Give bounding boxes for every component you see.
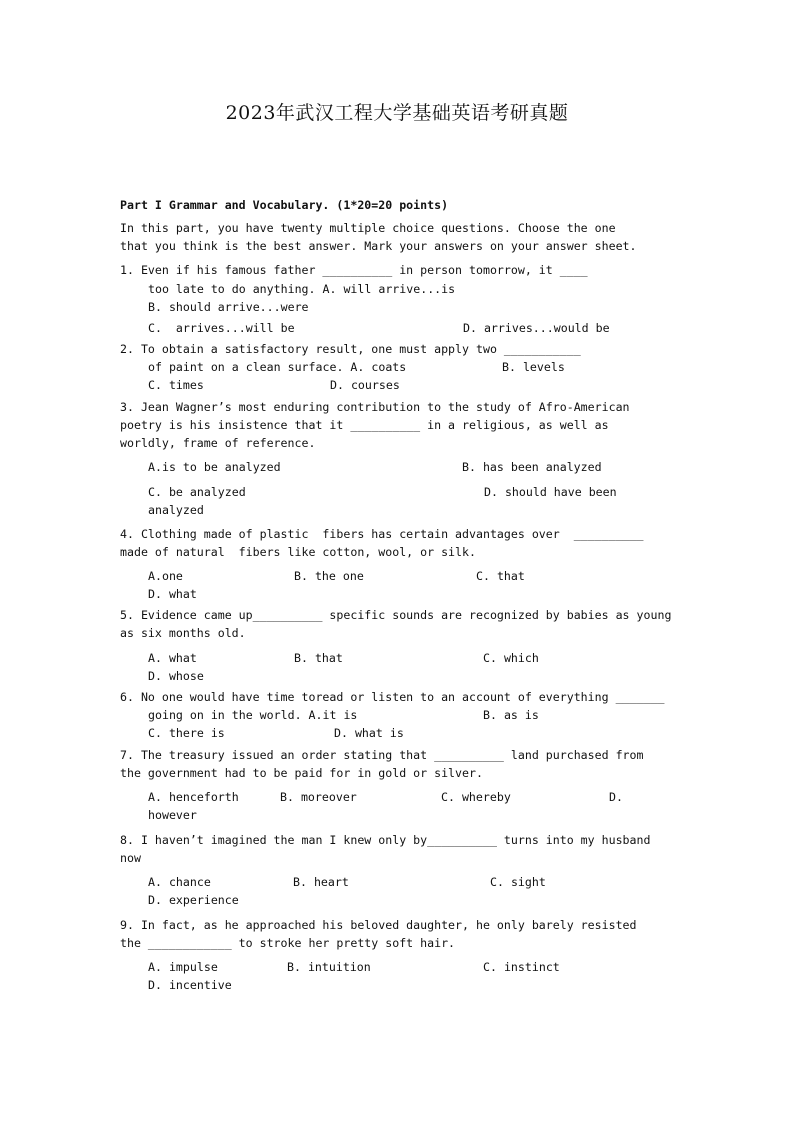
question-3-stem: poetry is his insistence that it __________ in a religious, as well as bbox=[120, 418, 609, 432]
question-9-option-d: D. incentive bbox=[148, 978, 232, 992]
instruction-line: that you think is the best answer. Mark your answers on your answer sheet. bbox=[120, 239, 637, 253]
question-1-option-d: D. arrives...would be bbox=[463, 321, 610, 335]
question-8-option-d: D. experience bbox=[148, 893, 239, 907]
question-3-option-d: D. should have been bbox=[484, 485, 617, 499]
question-5-stem: as six months old. bbox=[120, 626, 246, 640]
question-5-option-a: A. what bbox=[148, 651, 197, 665]
question-4-stem: 4. Clothing made of plastic fibers has certain advantages over __________ bbox=[120, 527, 644, 541]
page-title: 2023年武汉工程大学基础英语考研真题 bbox=[225, 102, 569, 124]
question-5-stem: 5. Evidence came up__________ specific sounds are recognized by babies as young bbox=[120, 608, 672, 622]
question-7-option-d: D. bbox=[609, 790, 623, 804]
question-6-option-c: C. there is bbox=[148, 726, 225, 740]
question-7-option-a: A. henceforth bbox=[148, 790, 239, 804]
question-8-stem: 8. I haven’t imagined the man I knew only by__________ turns into my husband bbox=[120, 833, 651, 847]
question-2-stem: 2. To obtain a satisfactory result, one must apply two ___________ bbox=[120, 342, 581, 356]
question-6-stem: going on in the world. A.it is bbox=[148, 708, 358, 722]
question-4-option-b: B. the one bbox=[294, 569, 364, 583]
question-9-option-a: A. impulse bbox=[148, 960, 218, 974]
question-3-stem: worldly, frame of reference. bbox=[120, 436, 316, 450]
question-4-stem: made of natural fibers like cotton, wool, or silk. bbox=[120, 545, 476, 559]
question-4-option-d: D. what bbox=[148, 587, 197, 601]
question-7-stem: 7. The treasury issued an order stating that __________ land purchased from bbox=[120, 748, 644, 762]
question-5-option-d: D. whose bbox=[148, 669, 204, 683]
question-6-option-b: B. as is bbox=[483, 708, 539, 722]
question-1-stem: too late to do anything. A. will arrive...is bbox=[148, 282, 456, 296]
question-2-option-c: C. times bbox=[148, 378, 204, 392]
instruction-line: In this part, you have twenty multiple choice questions. Choose the one bbox=[120, 221, 616, 235]
question-7-option-d: however bbox=[148, 808, 197, 822]
question-8-option-b: B. heart bbox=[293, 875, 349, 889]
question-6-stem: 6. No one would have time toread or listen to an account of everything _______ bbox=[120, 690, 665, 704]
question-6-option-d: D. what is bbox=[334, 726, 404, 740]
question-8-option-a: A. chance bbox=[148, 875, 211, 889]
question-3-option-d: analyzed bbox=[148, 503, 204, 517]
question-8-stem: now bbox=[120, 851, 141, 865]
question-9-stem: the ____________ to stroke her pretty soft hair. bbox=[120, 936, 456, 950]
part-heading: Part I Grammar and Vocabulary. (1*20=20 points) bbox=[120, 198, 449, 212]
question-5-option-b: B. that bbox=[294, 651, 343, 665]
question-1-stem: 1. Even if his famous father __________ in person tomorrow, it ____ bbox=[120, 263, 588, 277]
question-3-option-b: B. has been analyzed bbox=[462, 460, 602, 474]
question-1-option-b: B. should arrive...were bbox=[148, 300, 309, 314]
question-9-option-b: B. intuition bbox=[287, 960, 371, 974]
question-3-option-c: C. be analyzed bbox=[148, 485, 246, 499]
question-2-option-b: B. levels bbox=[502, 360, 565, 374]
question-9-option-c: C. instinct bbox=[483, 960, 560, 974]
question-1-option-c: C. arrives...will be bbox=[148, 321, 295, 335]
question-2-stem: of paint on a clean surface. A. coats bbox=[148, 360, 407, 374]
question-3-stem: 3. Jean Wagner’s most enduring contribution to the study of Afro-American bbox=[120, 400, 630, 414]
question-9-stem: 9. In fact, as he approached his beloved daughter, he only barely resisted bbox=[120, 918, 637, 932]
question-7-option-c: C. whereby bbox=[441, 790, 511, 804]
question-3-option-a: A.is to be analyzed bbox=[148, 460, 281, 474]
question-8-option-c: C. sight bbox=[490, 875, 546, 889]
question-4-option-a: A.one bbox=[148, 569, 183, 583]
question-7-option-b: B. moreover bbox=[280, 790, 357, 804]
question-7-stem: the government had to be paid for in gold or silver. bbox=[120, 766, 483, 780]
question-5-option-c: C. which bbox=[483, 651, 539, 665]
question-4-option-c: C. that bbox=[476, 569, 525, 583]
question-2-option-d: D. courses bbox=[330, 378, 400, 392]
